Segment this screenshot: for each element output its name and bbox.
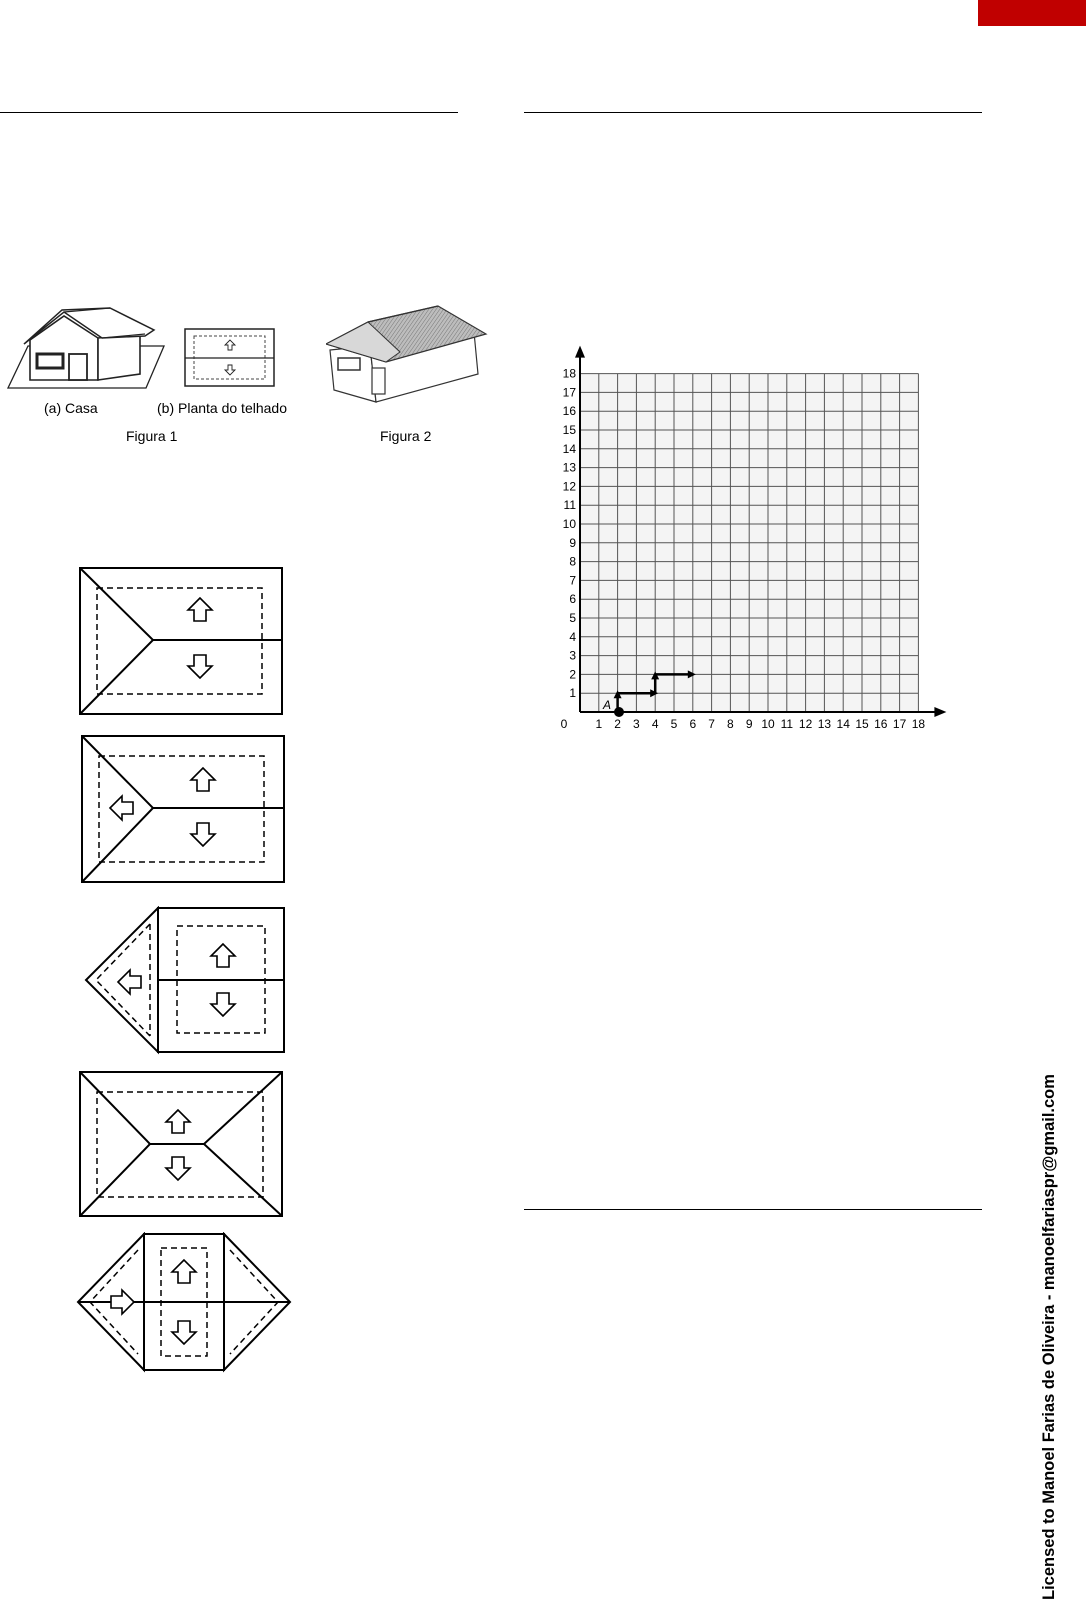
x-tick-label: 5 <box>670 717 678 731</box>
x-tick-label: 10 <box>761 717 775 731</box>
y-tick-label: 3 <box>569 648 576 663</box>
y-tick-label: 10 <box>562 517 576 531</box>
y-tick-label: 8 <box>569 554 576 569</box>
fig1-label: Figura 1 <box>126 428 178 444</box>
y-tick-label: 13 <box>562 460 576 475</box>
x-tick-label: 1 <box>595 717 603 731</box>
x-tick-label: 3 <box>633 717 640 731</box>
y-tick-label: 5 <box>569 611 576 625</box>
house-figure-2 <box>326 304 488 408</box>
top-rule-right <box>524 112 982 113</box>
fig2-label: Figura 2 <box>380 428 432 444</box>
x-tick-label: 2 <box>614 717 621 731</box>
corner-tab <box>978 0 1086 26</box>
y-tick-label: 15 <box>562 423 576 437</box>
roof-plan-option-5 <box>76 1232 294 1374</box>
x-tick-label: 4 <box>651 717 659 731</box>
y-axis-arrow-icon <box>575 346 585 358</box>
license-watermark: Licensed to Manoel Farias de Oliveira - manoelfariaspr@gmail.com <box>1040 1074 1058 1600</box>
grid-lines <box>580 374 918 712</box>
x-tick-label: 7 <box>708 717 715 731</box>
y-tick-label: 2 <box>569 667 576 682</box>
house-figure-1a <box>6 300 166 392</box>
point-a-marker <box>614 707 624 717</box>
point-a-label: A <box>603 698 612 712</box>
top-rule-left <box>0 112 458 113</box>
y-tick-label: 17 <box>562 385 576 400</box>
roof-plan-option-2 <box>80 734 286 886</box>
x-tick-label: 9 <box>745 717 753 731</box>
y-tick-labels <box>563 367 577 701</box>
x-tick-label: 15 <box>855 717 869 731</box>
x-tick-label: 16 <box>874 717 888 731</box>
y-tick-label: 12 <box>562 479 576 494</box>
x-tick-label: 18 <box>911 717 926 731</box>
y-tick-label: 4 <box>569 629 576 644</box>
y-tick-label: 1 <box>569 686 576 701</box>
roof-plan-option-3 <box>82 906 288 1056</box>
fig1a-caption: (a) Casa <box>44 400 98 416</box>
x-tick-label: 11 <box>780 717 794 731</box>
roof-plan-option-1 <box>78 566 286 718</box>
bottom-rule-right <box>524 1209 982 1210</box>
y-tick-label: 16 <box>562 404 576 419</box>
x-axis-arrow-icon <box>934 707 946 717</box>
roof-plan-option-4 <box>78 1070 286 1220</box>
y-tick-label: 7 <box>569 573 576 588</box>
x-tick-labels <box>561 717 926 731</box>
coordinate-grid <box>560 344 950 736</box>
fig1b-caption: (b) Planta do telhado <box>157 400 287 416</box>
y-tick-label: 18 <box>562 366 576 381</box>
x-tick-label: 14 <box>836 717 850 731</box>
y-tick-label: 11 <box>563 498 576 513</box>
y-tick-label: 14 <box>562 441 576 456</box>
x-tick-label: 6 <box>689 717 697 731</box>
roof-plan-figure-1b <box>184 328 276 388</box>
x-tick-label: 12 <box>798 717 813 731</box>
y-tick-label: 6 <box>569 592 576 607</box>
x-tick-label: 17 <box>892 717 907 731</box>
y-tick-label: 9 <box>569 535 576 550</box>
x-tick-label: 13 <box>817 717 832 731</box>
x-tick-label: 0 <box>560 717 568 731</box>
x-tick-label: 8 <box>727 717 734 731</box>
